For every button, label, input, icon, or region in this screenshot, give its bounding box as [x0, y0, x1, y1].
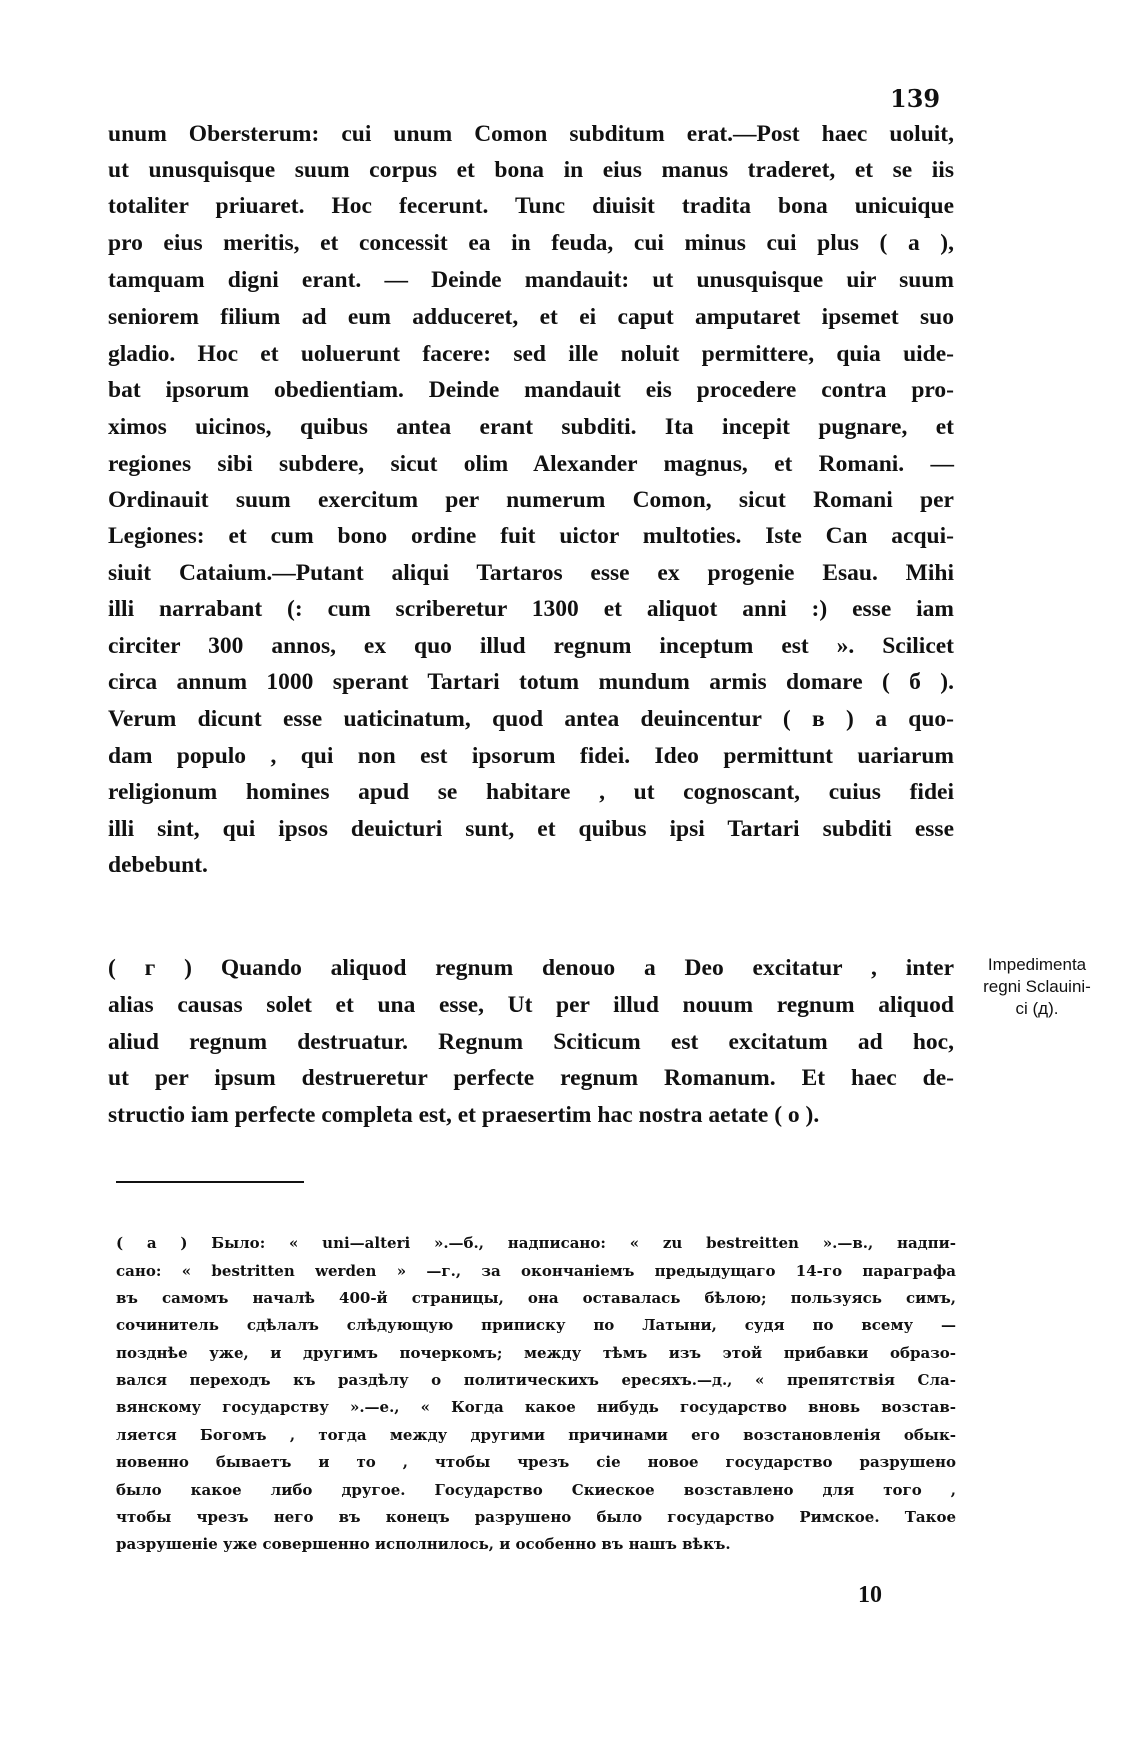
body-line: pro eius meritis, et concessit ea in feuda, cui minus cui plus ( a ),	[108, 230, 954, 256]
footnote-line: ( а ) Было: « uni—alteri ».—б., надписано: « zu bestreitten ».—в., надпи-	[116, 1234, 956, 1252]
body-line: dam populo , qui non est ipsorum fidei. Ideo permittunt uariarum	[108, 743, 954, 769]
body-line: gladio. Hoc et uoluerunt facere: sed ille noluit permittere, quia uide-	[108, 341, 954, 367]
body-line: totaliter priuaret. Hoc fecerunt. Tunc diuisit tradita bona unicuique	[108, 193, 954, 219]
paragraph2-line: aliud regnum destruatur. Regnum Sciticum est excitatum ad hoc,	[108, 1029, 954, 1055]
footnote-rule	[116, 1181, 304, 1183]
paragraph2-line: alias causas solet et una esse, Ut per illud nouum regnum aliquod	[108, 992, 954, 1018]
body-line: circa annum 1000 sperant Tartari totum mundum armis domare ( б ).	[108, 669, 954, 695]
body-line: illi sint, qui ipsos deuicturi sunt, et quibus ipsi Tartari subditi esse	[108, 816, 954, 842]
page-number: 139	[890, 84, 941, 113]
footnote-line: вался переходъ къ раздѣлу о политическихъ ересяхъ.—д., « препятствія Сла-	[116, 1371, 956, 1389]
body-line: debebunt.	[108, 852, 208, 878]
margin-note-line: Impedimenta	[987, 955, 1087, 974]
body-line: Legiones: et cum bono ordine fuit uictor multoties. Iste Can acqui-	[108, 523, 954, 549]
body-line: ximos uicinos, quibus antea erant subditi. Ita incepit pugnare, et	[108, 414, 954, 440]
footnote-line: позднѣе уже, и другимъ почеркомъ; между тѣмъ изъ этой прибавки образо-	[116, 1344, 956, 1362]
body-line: illi narrabant (: cum scriberetur 1300 et aliquot anni :) esse iam	[108, 596, 954, 622]
margin-note-line: ci (д).	[1015, 999, 1059, 1018]
body-line: circiter 300 annos, ex quo illud regnum inceptum est ». Scilicet	[108, 633, 954, 659]
paragraph2-line: ( г ) Quando aliquod regnum denouo a Deo excitatur , inter	[108, 955, 954, 981]
footnote-line: сано: « bestritten werden » —г., за окончаніемъ предыдущаго 14-го параграфа	[116, 1262, 956, 1280]
body-line: bat ipsorum obedientiam. Deinde mandauit eis procedere contra pro-	[108, 377, 954, 403]
signature-mark: 10	[858, 1582, 882, 1608]
footnote-line: новенно бываетъ и то , чтобы чрезъ сіе новое государство разрушено	[116, 1453, 956, 1471]
footnote-line: ляется Богомъ , тогда между другими причинами его возстановленія обык-	[116, 1426, 956, 1444]
paragraph2-line: structio iam perfecte completa est, et praesertim hac nostra aetate ( о ).	[108, 1102, 820, 1128]
footnote-line: въ самомъ началѣ 400-й страницы, она оставалась бѣлою; пользуясь симъ,	[116, 1289, 956, 1307]
body-line: Verum dicunt esse uaticinatum, quod antea deuincentur ( в ) a quo-	[108, 706, 954, 732]
body-line: Ordinauit suum exercitum per numerum Comon, sicut Romani per	[108, 487, 954, 513]
footnote-line: чтобы чрезъ него въ конецъ разрушено было государство Римское. Такое	[116, 1508, 956, 1526]
body-line: tamquam digni erant. — Deinde mandauit: ut unusquisque uir suum	[108, 267, 954, 293]
margin-note	[972, 954, 1102, 1020]
body-line: regiones sibi subdere, sicut olim Alexander magnus, et Romani. —	[108, 451, 954, 477]
footnote-line: вянскому государству ».—е., « Когда какое нибудь государство вновь возстав-	[116, 1398, 956, 1416]
footnote-line: сочинитель сдѣлалъ слѣдующую приписку по Латыни, судя по всему —	[116, 1316, 956, 1334]
body-line: seniorem filium ad eum adduceret, et ei caput amputaret ipsemet suo	[108, 304, 954, 330]
paragraph2-line: ut per ipsum destrueretur perfecte regnum Romanum. Et haec de-	[108, 1065, 954, 1091]
body-line: ut unusquisque suum corpus et bona in eius manus traderet, et se iis	[108, 157, 954, 183]
margin-note-line: regni Sclauini-	[983, 977, 1091, 996]
body-line: unum Obersterum: cui unum Comon subditum erat.—Post haec uoluit,	[108, 121, 954, 147]
footnote-line: было какое либо другое. Государство Скиеское возставлено для того ,	[116, 1481, 956, 1499]
body-line: religionum homines apud se habitare , ut cognoscant, cuius fidei	[108, 779, 954, 805]
body-line: siuit Cataium.—Putant aliqui Tartaros esse ex progenie Esau. Mihi	[108, 560, 954, 586]
footnote-line: разрушеніе уже совершенно исполнилось, и особенно въ нашъ вѣкъ.	[116, 1535, 731, 1553]
